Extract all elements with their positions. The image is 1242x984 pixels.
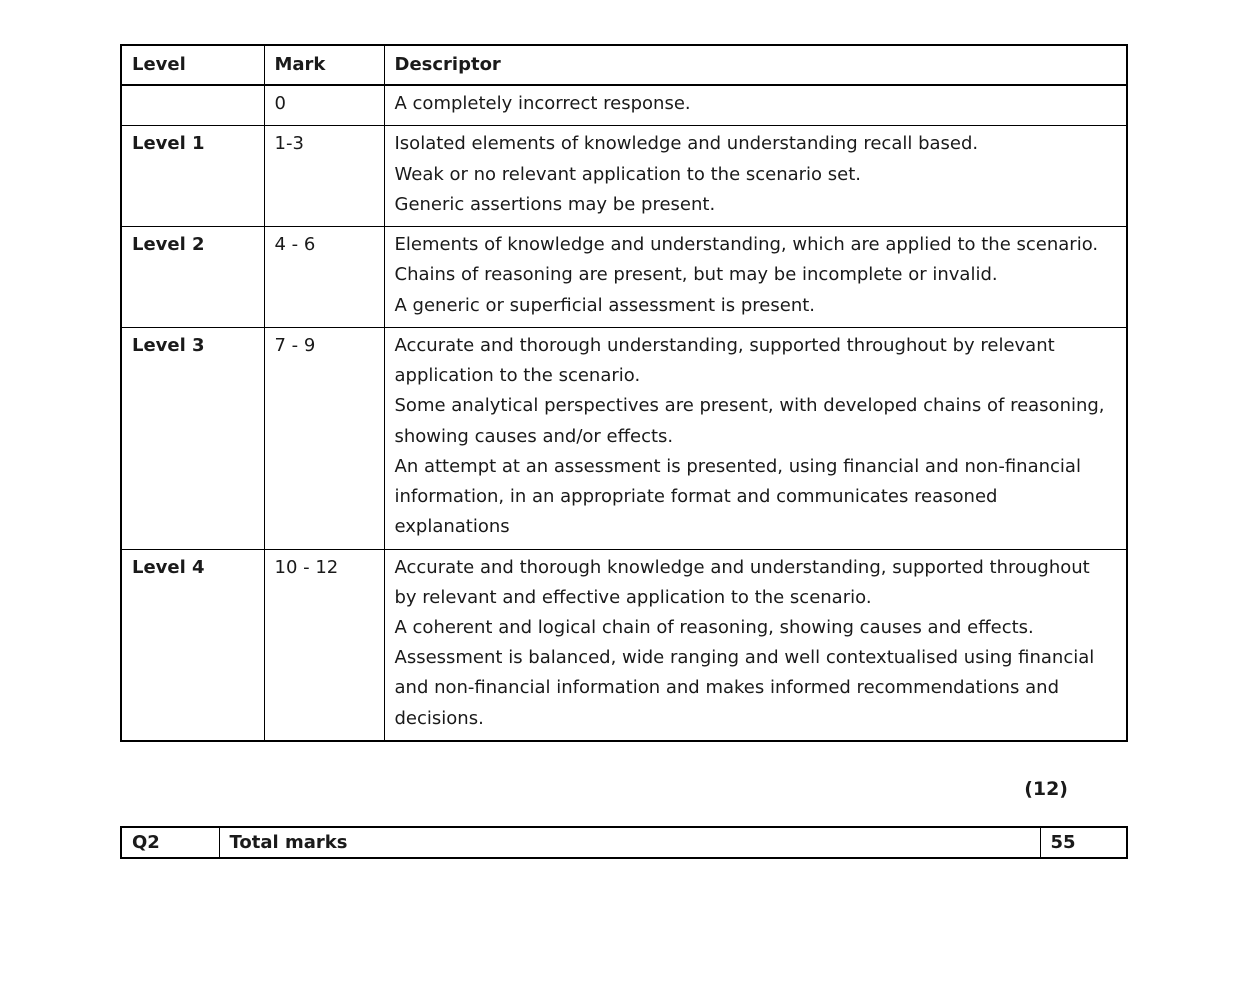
descriptor-line: An attempt at an assessment is presented, using financial and non-financial information, in an appropriate format and communicates reasoned explanations	[394, 455, 1081, 538]
table-row-level-3	[121, 327, 1127, 549]
total-marks-row	[121, 827, 1127, 858]
total-marks-value-cell: 55	[1040, 827, 1127, 858]
level-cell: Level 2	[121, 227, 264, 328]
col-header-descriptor: Descriptor	[384, 45, 1127, 85]
table-row-level-1	[121, 126, 1127, 227]
descriptor-line: Accurate and thorough understanding, supported throughout by relevant application to the scenario.	[394, 334, 1055, 387]
col-header-level: Level	[121, 45, 264, 85]
mark-scheme-section	[120, 44, 1126, 859]
table-row-mark-0	[121, 85, 1127, 126]
descriptor-cell	[384, 126, 1127, 227]
descriptor-cell	[384, 85, 1127, 126]
descriptor-line: A coherent and logical chain of reasoning, showing causes and effects.	[394, 616, 1034, 638]
mark-scheme-table	[120, 44, 1128, 742]
descriptor-line: Elements of knowledge and understanding, which are applied to the scenario.	[394, 234, 1099, 256]
level-cell	[121, 85, 264, 126]
level-cell: Level 4	[121, 549, 264, 741]
descriptor-cell	[384, 227, 1127, 328]
table-row-level-4	[121, 549, 1127, 741]
descriptor-line: Accurate and thorough knowledge and understanding, supported throughout by relevant and effective application to the scenario.	[394, 556, 1090, 608]
level-cell: Level 1	[121, 126, 264, 227]
total-marks-label-cell: Total marks	[219, 827, 1040, 858]
total-marks-table	[120, 826, 1128, 859]
table-header-row	[121, 45, 1127, 85]
descriptor-line: Assessment is balanced, wide ranging and well contextualised using financial and non-financial information and makes informed recommendations and decisions.	[394, 647, 1095, 729]
descriptor-line: Chains of reasoning are present, but may be incomplete or invalid.	[394, 264, 998, 286]
question-marks-note: (12)	[1024, 777, 1068, 800]
question-number-cell: Q2	[121, 827, 219, 858]
descriptor-line: A completely incorrect response.	[394, 93, 691, 115]
mark-cell: 1-3	[264, 126, 384, 227]
descriptor-line: Weak or no relevant application to the scenario set.	[394, 163, 862, 185]
col-header-mark: Mark	[264, 45, 384, 85]
descriptor-cell	[384, 327, 1127, 549]
level-cell: Level 3	[121, 327, 264, 549]
mark-cell: 4 - 6	[264, 227, 384, 328]
descriptor-line: Isolated elements of knowledge and understanding recall based.	[394, 133, 979, 155]
mark-cell: 10 - 12	[264, 549, 384, 741]
mark-cell: 7 - 9	[264, 327, 384, 549]
table-row-level-2	[121, 227, 1127, 328]
descriptor-line: Some analytical perspectives are present, with developed chains of reasoning, showing causes and/or effects.	[394, 395, 1105, 447]
mark-cell: 0	[264, 85, 384, 126]
descriptor-line: A generic or superficial assessment is present.	[394, 294, 816, 316]
descriptor-cell	[384, 549, 1127, 741]
descriptor-line: Generic assertions may be present.	[394, 193, 716, 215]
